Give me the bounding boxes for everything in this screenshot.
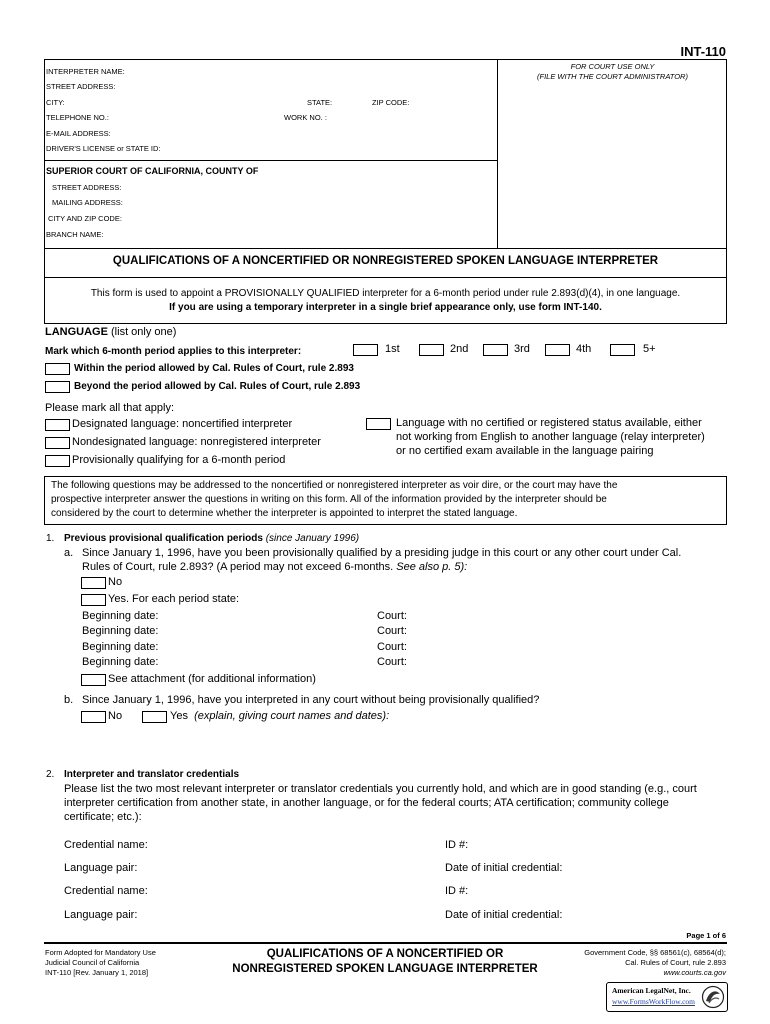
drivers-license-label: DRIVER'S LICENSE or STATE ID: bbox=[46, 144, 161, 153]
voir-dire-line2: prospective interpreter answer the questions in writing on this form. All of the information provided by the interpreter should be bbox=[51, 494, 607, 505]
code-line3: www.courts.ca.gov bbox=[663, 968, 726, 977]
designated-label: Designated language: noncertified interpreter bbox=[72, 418, 293, 430]
no-status-line2: not working from English to another language (relay interpreter) bbox=[396, 431, 705, 443]
address-block-rule bbox=[44, 160, 498, 161]
mark-all-label: Please mark all that apply: bbox=[45, 402, 175, 414]
date-initial-1: Date of initial credential: bbox=[445, 862, 563, 874]
attachment-checkbox[interactable] bbox=[81, 674, 106, 686]
beginning-date-1: Beginning date: bbox=[82, 610, 159, 622]
language-pair-1: Language pair: bbox=[64, 862, 138, 874]
period-5plus-checkbox[interactable] bbox=[610, 344, 635, 356]
court-4: Court: bbox=[377, 656, 407, 668]
adopted-line2: Judicial Council of California bbox=[45, 958, 140, 967]
q1a-label: a. bbox=[64, 547, 74, 559]
street-address-label: STREET ADDRESS: bbox=[46, 82, 116, 91]
publisher-link[interactable]: www.FormsWorkFlow.com bbox=[612, 997, 696, 1006]
court-street-label: STREET ADDRESS: bbox=[52, 183, 122, 192]
period-2nd-checkbox[interactable] bbox=[419, 344, 444, 356]
period-2nd-label: 2nd bbox=[450, 343, 469, 355]
court-title: SUPERIOR COURT OF CALIFORNIA, COUNTY OF bbox=[46, 166, 259, 176]
period-4th-label: 4th bbox=[576, 343, 592, 355]
q1a-yes-checkbox[interactable] bbox=[81, 594, 106, 606]
court-use-line1: FOR COURT USE ONLY bbox=[570, 62, 655, 71]
court-use-line2: (FILE WITH THE COURT ADMINISTRATOR) bbox=[537, 72, 688, 81]
period-3rd-checkbox[interactable] bbox=[483, 344, 508, 356]
footer-rule bbox=[44, 942, 727, 944]
attachment-label: See attachment (for additional information) bbox=[108, 673, 316, 685]
q1b-note: (explain, giving court names and dates): bbox=[194, 710, 390, 722]
no-status-line3: or no certified exam available in the language pairing bbox=[396, 445, 654, 457]
beginning-date-3: Beginning date: bbox=[82, 641, 159, 653]
designated-checkbox[interactable] bbox=[45, 419, 70, 431]
q2-line2: interpreter certification from another state, in another language, or for the federal courts; ATA certification; community college bbox=[64, 797, 669, 809]
adopted-line3: INT-110 [Rev. January 1, 2018] bbox=[45, 968, 149, 977]
main-title: QUALIFICATIONS OF A NONCERTIFIED OR NONREGISTERED SPOKEN LANGUAGE INTERPRETER bbox=[112, 255, 659, 267]
q1b-no-checkbox[interactable] bbox=[81, 711, 106, 723]
no-status-checkbox[interactable] bbox=[366, 418, 391, 430]
language-heading bbox=[45, 326, 176, 338]
court-2: Court: bbox=[377, 625, 407, 637]
within-period-checkbox[interactable] bbox=[45, 363, 70, 375]
beginning-date-2: Beginning date: bbox=[82, 625, 159, 637]
no-status-line1: Language with no certified or registered status available, either bbox=[396, 417, 702, 429]
q1-heading bbox=[64, 533, 359, 544]
q2-number: 2. bbox=[46, 769, 55, 780]
nondesignated-label: Nondesignated language: nonregistered interpreter bbox=[72, 436, 321, 448]
form-id: INT-110 bbox=[680, 44, 726, 59]
language-hint: (list only one) bbox=[111, 326, 177, 338]
within-period-label: Within the period allowed by Cal. Rules of Court, rule 2.893 bbox=[74, 363, 354, 374]
q1a-no-checkbox[interactable] bbox=[81, 577, 106, 589]
state-label: STATE: bbox=[307, 98, 333, 107]
adopted-line1: Form Adopted for Mandatory Use bbox=[45, 948, 156, 957]
period-4th-checkbox[interactable] bbox=[545, 344, 570, 356]
q1b-yes-checkbox[interactable] bbox=[142, 711, 167, 723]
zip-label: ZIP CODE: bbox=[372, 98, 410, 107]
publisher-logo-icon bbox=[701, 985, 725, 1009]
page-number: Page 1 of 6 bbox=[686, 931, 726, 940]
provisional-label: Provisionally qualifying for a 6-month period bbox=[72, 454, 286, 466]
period-3rd-label: 3rd bbox=[514, 343, 530, 355]
q1b-line: Since January 1, 1996, have you interpreted in any court without being provisionally qualified? bbox=[82, 694, 540, 706]
credential-id-1: ID #: bbox=[445, 839, 469, 851]
q1a-yes-label: Yes. For each period state: bbox=[108, 593, 240, 605]
language-label: LANGUAGE bbox=[45, 326, 108, 338]
email-label: E-MAIL ADDRESS: bbox=[46, 129, 111, 138]
language-pair-2: Language pair: bbox=[64, 909, 138, 921]
court-mailing-label: MAILING ADDRESS: bbox=[52, 198, 123, 207]
q1-title-note: (since January 1996) bbox=[265, 533, 360, 544]
court-city-zip-label: CITY AND ZIP CODE: bbox=[48, 214, 122, 223]
nondesignated-checkbox[interactable] bbox=[45, 437, 70, 449]
q1b-yes-wrap bbox=[170, 710, 389, 722]
q2-line1: Please list the two most relevant interpreter or translator credentials you currently hold, and which are in good standing (e.g., court bbox=[64, 783, 697, 795]
credential-name-1: Credential name: bbox=[64, 839, 148, 851]
q2-line3: certificate; etc.): bbox=[64, 811, 142, 823]
credential-id-2: ID #: bbox=[445, 885, 469, 897]
court-branch-label: BRANCH NAME: bbox=[46, 230, 104, 239]
beginning-date-4: Beginning date: bbox=[82, 656, 159, 668]
telephone-label: TELEPHONE NO.: bbox=[46, 113, 109, 122]
beyond-period-checkbox[interactable] bbox=[45, 381, 70, 393]
q1b-yes-label: Yes bbox=[170, 710, 188, 722]
footer-title-line2: NONREGISTERED SPOKEN LANGUAGE INTERPRETER bbox=[232, 963, 538, 975]
credential-name-2: Credential name: bbox=[64, 885, 148, 897]
q1a-line2-note: See also p. 5): bbox=[396, 561, 468, 573]
publisher-name: American LegalNet, Inc. bbox=[612, 986, 691, 995]
q1b-label: b. bbox=[64, 694, 74, 706]
court-3: Court: bbox=[377, 641, 407, 653]
period-1st-label: 1st bbox=[385, 343, 400, 355]
intro-line1: This form is used to appoint a PROVISIONALLY QUALIFIED interpreter for a 6-month period under rule 2.893(d)(4), in one language. bbox=[90, 288, 681, 299]
q1a-line2-wrap bbox=[82, 561, 467, 573]
intro-line2: If you are using a temporary interpreter in a single brief appearance only, use form INT-140. bbox=[169, 302, 602, 313]
q1-title: Previous provisional qualification periods bbox=[64, 533, 263, 544]
code-line1: Government Code, §§ 68561(c), 68564(d); bbox=[584, 948, 726, 957]
provisional-checkbox[interactable] bbox=[45, 455, 70, 467]
q2-title: Interpreter and translator credentials bbox=[64, 769, 240, 780]
city-label: CITY: bbox=[46, 98, 65, 107]
voir-dire-line1: The following questions may be addressed to the noncertified or nonregistered interpreter as voir dire, or the court may have the bbox=[51, 480, 618, 491]
q1a-line1: Since January 1, 1996, have you been provisionally qualified by a presiding judge in this court or any other court under Cal. bbox=[82, 547, 682, 559]
footer-title-line1: QUALIFICATIONS OF A NONCERTIFIED OR bbox=[266, 948, 504, 960]
period-prompt: Mark which 6-month period applies to this interpreter: bbox=[45, 346, 302, 357]
q1a-no-label: No bbox=[108, 576, 123, 588]
period-1st-checkbox[interactable] bbox=[353, 344, 378, 356]
q1-number: 1. bbox=[46, 533, 55, 544]
q1a-line2: Rules of Court, rule 2.893? (A period may not exceed 6-months. bbox=[82, 561, 394, 573]
header-divider bbox=[497, 59, 498, 249]
court-block-rule bbox=[44, 248, 727, 249]
q1b-no-label: No bbox=[108, 710, 123, 722]
voir-dire-line3: considered by the court to determine whether the interpreter is appointed to interpret the stated language. bbox=[51, 508, 518, 519]
date-initial-2: Date of initial credential: bbox=[445, 909, 563, 921]
code-line2: Cal. Rules of Court, rule 2.893 bbox=[625, 958, 726, 967]
work-no-label: WORK NO. : bbox=[284, 113, 327, 122]
interpreter-name-label: INTERPRETER NAME: bbox=[46, 67, 125, 76]
period-5plus-label: 5+ bbox=[643, 343, 656, 355]
beyond-period-label: Beyond the period allowed by Cal. Rules of Court, rule 2.893 bbox=[74, 381, 361, 392]
court-1: Court: bbox=[377, 610, 407, 622]
